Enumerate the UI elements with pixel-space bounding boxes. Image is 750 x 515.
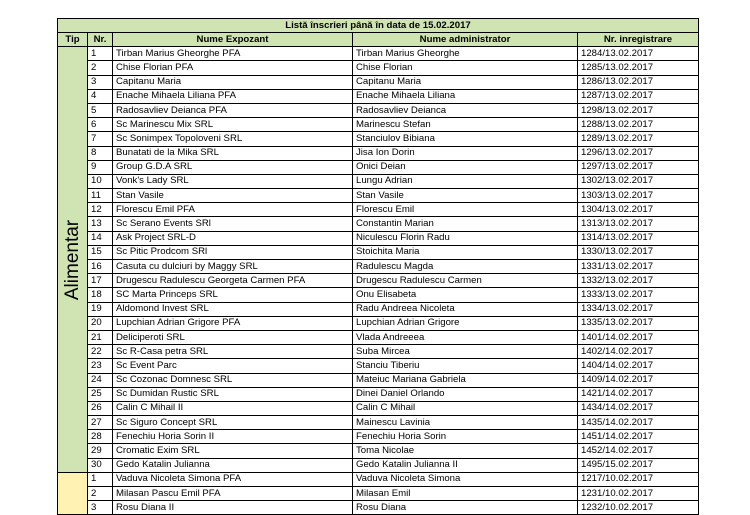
cell-administrator: Mainescu Lavinia xyxy=(353,416,578,430)
cell-expozant: Vonk's Lady SRL xyxy=(113,174,353,188)
table-row xyxy=(58,245,699,259)
cell-inregistrare: 1402/14.02.2017 xyxy=(578,345,699,359)
cell-expozant: Tirban Marius Gheorghe PFA xyxy=(113,47,353,61)
cell-expozant: Sc Sonimpex Topoloveni SRL xyxy=(113,132,353,146)
cell-inregistrare: 1217/10.02.2017 xyxy=(578,472,699,486)
table-row xyxy=(58,330,699,344)
cell-inregistrare: 1284/13.02.2017 xyxy=(578,47,699,61)
cell-expozant: Capitanu Maria xyxy=(113,75,353,89)
cell-nr: 17 xyxy=(88,274,113,288)
category-cell xyxy=(58,472,88,515)
cell-inregistrare: 1333/13.02.2017 xyxy=(578,288,699,302)
cell-administrator: Radu Andreea Nicoleta xyxy=(353,302,578,316)
cell-administrator: Onici Deian xyxy=(353,160,578,174)
cell-administrator: Suba Mircea xyxy=(353,345,578,359)
cell-nr: 13 xyxy=(88,217,113,231)
cell-expozant: Casuta cu dulciuri by Maggy SRL xyxy=(113,260,353,274)
cell-expozant: Sc R-Casa petra SRL xyxy=(113,345,353,359)
header-nr: Nr. xyxy=(88,33,113,47)
cell-expozant: Cromatic Exim SRL xyxy=(113,444,353,458)
cell-inregistrare: 1302/13.02.2017 xyxy=(578,174,699,188)
table-row xyxy=(58,401,699,415)
table-row xyxy=(58,501,699,515)
cell-nr: 29 xyxy=(88,444,113,458)
cell-expozant: Sc Cozonac Domnesc SRL xyxy=(113,373,353,387)
cell-inregistrare: 1334/13.02.2017 xyxy=(578,302,699,316)
cell-expozant: Radosavliev Deianca PFA xyxy=(113,103,353,117)
table-row xyxy=(58,231,699,245)
cell-administrator: Vaduva Nicoleta Simona xyxy=(353,472,578,486)
cell-inregistrare: 1434/14.02.2017 xyxy=(578,401,699,415)
cell-inregistrare: 1297/13.02.2017 xyxy=(578,160,699,174)
cell-administrator: Jisa Ion Dorin xyxy=(353,146,578,160)
cell-inregistrare: 1451/14.02.2017 xyxy=(578,430,699,444)
cell-expozant: Sc Siguro Concept SRL xyxy=(113,416,353,430)
cell-nr: 18 xyxy=(88,288,113,302)
table-row xyxy=(58,217,699,231)
cell-nr: 19 xyxy=(88,302,113,316)
cell-nr: 3 xyxy=(88,501,113,515)
cell-nr: 24 xyxy=(88,373,113,387)
cell-nr: 8 xyxy=(88,146,113,160)
cell-inregistrare: 1232/10.02.2017 xyxy=(578,501,699,515)
table-row xyxy=(58,89,699,103)
table-row xyxy=(58,302,699,316)
table-title: Listă înscrieri până în data de 15.02.2017 xyxy=(58,19,699,33)
cell-expozant: Deliciperoti SRL xyxy=(113,330,353,344)
table-row xyxy=(58,160,699,174)
cell-administrator: Onu Elisabeta xyxy=(353,288,578,302)
table-row xyxy=(58,274,699,288)
cell-nr: 7 xyxy=(88,132,113,146)
cell-inregistrare: 1330/13.02.2017 xyxy=(578,245,699,259)
cell-expozant: SC Marta Princeps SRL xyxy=(113,288,353,302)
cell-expozant: Calin C Mihail II xyxy=(113,401,353,415)
table-row xyxy=(58,189,699,203)
cell-administrator: Radulescu Magda xyxy=(353,260,578,274)
table-row xyxy=(58,387,699,401)
cell-expozant: Aldomond Invest SRL xyxy=(113,302,353,316)
cell-inregistrare: 1298/13.02.2017 xyxy=(578,103,699,117)
registration-sheet xyxy=(57,18,698,515)
cell-expozant: Fenechiu Horia Sorin II xyxy=(113,430,353,444)
cell-nr: 16 xyxy=(88,260,113,274)
cell-administrator: Fenechiu Horia Sorin xyxy=(353,430,578,444)
cell-nr: 1 xyxy=(88,472,113,486)
cell-inregistrare: 1313/13.02.2017 xyxy=(578,217,699,231)
header-row xyxy=(58,33,699,47)
cell-expozant: Lupchian Adrian Grigore PFA xyxy=(113,316,353,330)
header-administrator: Nume administrator xyxy=(353,33,578,47)
cell-nr: 1 xyxy=(88,47,113,61)
cell-nr: 6 xyxy=(88,118,113,132)
cell-inregistrare: 1289/13.02.2017 xyxy=(578,132,699,146)
cell-nr: 9 xyxy=(88,160,113,174)
cell-administrator: Stoichita Maria xyxy=(353,245,578,259)
cell-inregistrare: 1303/13.02.2017 xyxy=(578,189,699,203)
cell-expozant: Enache Mihaela Liliana PFA xyxy=(113,89,353,103)
table-row xyxy=(58,146,699,160)
table-row xyxy=(58,444,699,458)
category-label: Alimentar xyxy=(61,219,83,300)
cell-expozant: Drugescu Radulescu Georgeta Carmen PFA xyxy=(113,274,353,288)
cell-nr: 23 xyxy=(88,359,113,373)
table-row xyxy=(58,458,699,472)
cell-inregistrare: 1331/13.02.2017 xyxy=(578,260,699,274)
cell-inregistrare: 1296/13.02.2017 xyxy=(578,146,699,160)
table-row xyxy=(58,345,699,359)
cell-administrator: Enache Mihaela Liliana xyxy=(353,89,578,103)
cell-inregistrare: 1421/14.02.2017 xyxy=(578,387,699,401)
cell-administrator: Rosu Diana xyxy=(353,501,578,515)
cell-administrator: Florescu Emil xyxy=(353,203,578,217)
cell-inregistrare: 1495/15.02.2017 xyxy=(578,458,699,472)
cell-inregistrare: 1231/10.02.2017 xyxy=(578,487,699,501)
cell-inregistrare: 1404/14.02.2017 xyxy=(578,359,699,373)
cell-nr: 15 xyxy=(88,245,113,259)
cell-nr: 28 xyxy=(88,430,113,444)
cell-nr: 14 xyxy=(88,231,113,245)
cell-administrator: Milasan Emil xyxy=(353,487,578,501)
table-row xyxy=(58,260,699,274)
cell-expozant: Vaduva Nicoleta Simona PFA xyxy=(113,472,353,486)
cell-expozant: Sc Serano Events SRl xyxy=(113,217,353,231)
cell-administrator: Dinei Daniel Orlando xyxy=(353,387,578,401)
cell-expozant: Bunatati de la Mika SRL xyxy=(113,146,353,160)
cell-administrator: Lupchian Adrian Grigore xyxy=(353,316,578,330)
cell-nr: 10 xyxy=(88,174,113,188)
table-row xyxy=(58,118,699,132)
cell-administrator: Vlada Andreeea xyxy=(353,330,578,344)
cell-administrator: Mateiuc Mariana Gabriela xyxy=(353,373,578,387)
table-row xyxy=(58,288,699,302)
cell-nr: 3 xyxy=(88,75,113,89)
table-row xyxy=(58,103,699,117)
cell-inregistrare: 1335/13.02.2017 xyxy=(578,316,699,330)
cell-nr: 4 xyxy=(88,89,113,103)
cell-inregistrare: 1452/14.02.2017 xyxy=(578,444,699,458)
header-expozant: Nume Expozant xyxy=(113,33,353,47)
cell-nr: 2 xyxy=(88,61,113,75)
header-inregistrare: Nr. inregistrare xyxy=(578,33,699,47)
cell-expozant: Stan Vasile xyxy=(113,189,353,203)
cell-inregistrare: 1288/13.02.2017 xyxy=(578,118,699,132)
table-row xyxy=(58,203,699,217)
cell-administrator: Gedo Katalin Julianna II xyxy=(353,458,578,472)
title-row xyxy=(58,19,699,33)
cell-nr: 5 xyxy=(88,103,113,117)
category-cell xyxy=(58,47,88,473)
table-row xyxy=(58,359,699,373)
cell-administrator: Toma Nicolae xyxy=(353,444,578,458)
cell-administrator: Radosavliev Deianca xyxy=(353,103,578,117)
cell-expozant: Rosu Diana II xyxy=(113,501,353,515)
cell-administrator: Lungu Adrian xyxy=(353,174,578,188)
cell-inregistrare: 1401/14.02.2017 xyxy=(578,330,699,344)
cell-administrator: Calin C Mihail xyxy=(353,401,578,415)
table-row xyxy=(58,430,699,444)
cell-expozant: Milasan Pascu Emil PFA xyxy=(113,487,353,501)
cell-inregistrare: 1332/13.02.2017 xyxy=(578,274,699,288)
cell-administrator: Drugescu Radulescu Carmen xyxy=(353,274,578,288)
cell-inregistrare: 1435/14.02.2017 xyxy=(578,416,699,430)
cell-nr: 21 xyxy=(88,330,113,344)
cell-inregistrare: 1286/13.02.2017 xyxy=(578,75,699,89)
cell-administrator: Marinescu Stefan xyxy=(353,118,578,132)
header-tip: Tip xyxy=(58,33,88,47)
registration-table xyxy=(57,18,699,515)
table-row xyxy=(58,316,699,330)
cell-administrator: Tirban Marius Gheorghe xyxy=(353,47,578,61)
cell-administrator: Capitanu Maria xyxy=(353,75,578,89)
cell-nr: 30 xyxy=(88,458,113,472)
cell-nr: 22 xyxy=(88,345,113,359)
table-row xyxy=(58,487,699,501)
cell-administrator: Stan Vasile xyxy=(353,189,578,203)
table-row xyxy=(58,416,699,430)
cell-inregistrare: 1287/13.02.2017 xyxy=(578,89,699,103)
cell-expozant: Sc Marinescu Mix SRL xyxy=(113,118,353,132)
cell-administrator: Constantin Marian xyxy=(353,217,578,231)
cell-nr: 26 xyxy=(88,401,113,415)
table-row xyxy=(58,75,699,89)
table-row xyxy=(58,61,699,75)
table-row xyxy=(58,472,699,486)
cell-inregistrare: 1314/13.02.2017 xyxy=(578,231,699,245)
table-row xyxy=(58,47,699,61)
cell-nr: 12 xyxy=(88,203,113,217)
cell-nr: 25 xyxy=(88,387,113,401)
cell-inregistrare: 1285/13.02.2017 xyxy=(578,61,699,75)
cell-administrator: Niculescu Florin Radu xyxy=(353,231,578,245)
cell-nr: 11 xyxy=(88,189,113,203)
cell-expozant: Ask Project SRL-D xyxy=(113,231,353,245)
table-row xyxy=(58,174,699,188)
cell-expozant: Sc Pitic Prodcom SRl xyxy=(113,245,353,259)
cell-administrator: Chise Florian xyxy=(353,61,578,75)
table-row xyxy=(58,373,699,387)
cell-expozant: Florescu Emil PFA xyxy=(113,203,353,217)
cell-expozant: Gedo Katalin Julianna xyxy=(113,458,353,472)
cell-nr: 2 xyxy=(88,487,113,501)
cell-expozant: Group G.D.A SRL xyxy=(113,160,353,174)
cell-administrator: Stanciulov Bibiana xyxy=(353,132,578,146)
table-row xyxy=(58,132,699,146)
cell-nr: 20 xyxy=(88,316,113,330)
cell-inregistrare: 1304/13.02.2017 xyxy=(578,203,699,217)
cell-expozant: Sc Dumidan Rustic SRL xyxy=(113,387,353,401)
cell-nr: 27 xyxy=(88,416,113,430)
cell-expozant: Sc Event Parc xyxy=(113,359,353,373)
cell-expozant: Chise Florian PFA xyxy=(113,61,353,75)
cell-administrator: Stanciu Tiberiu xyxy=(353,359,578,373)
cell-inregistrare: 1409/14.02.2017 xyxy=(578,373,699,387)
